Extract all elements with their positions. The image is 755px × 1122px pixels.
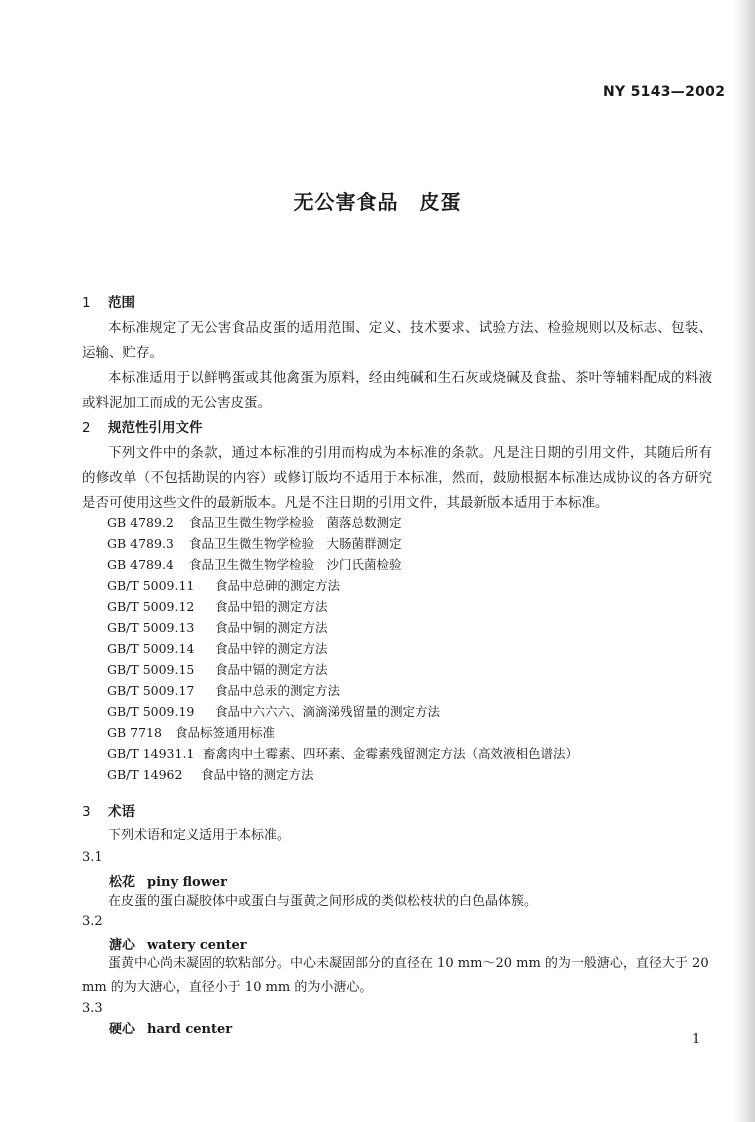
reference-item (107, 765, 314, 783)
reference-name: 食品中镉的测定方法 (215, 662, 328, 677)
reference-name: 食品卫生微生物学检验 沙门氏菌检验 (189, 557, 402, 572)
section-1-heading (82, 291, 135, 311)
reference-code: GB/T 5009.15 (107, 662, 195, 677)
term-title (109, 871, 227, 890)
section-3-intro: 下列术语和定义适用于本标准。 (108, 828, 291, 843)
section-number: 3 (82, 804, 91, 820)
term-en: hard center (147, 1022, 233, 1037)
term-title (109, 1018, 232, 1037)
page-number: 1 (692, 1032, 701, 1047)
section-2-heading (82, 416, 203, 436)
reference-item (107, 513, 402, 531)
reference-name: 食品中铜的测定方法 (215, 620, 328, 635)
term-number: 3.2 (82, 914, 103, 929)
reference-item (107, 744, 578, 762)
reference-name: 食品卫生微生物学检验 大肠菌群测定 (189, 536, 402, 551)
scan-edge-shadow (733, 0, 755, 1122)
reference-item (107, 723, 275, 741)
term-definition: 蛋黄中心尚未凝固的软粘部分。中心未凝固部分的直径在 10 mm～20 mm 的为一般溏心，直径大于 20 mm 的为大溏心，直径小于 10 mm 的为小溏心。 (82, 956, 709, 995)
reference-item (107, 660, 328, 678)
term-definition: 在皮蛋的蛋白凝胶体中或蛋白与蛋黄之间形成的类似松枝状的白色晶体簇。 (108, 894, 538, 909)
reference-code: GB 4789.3 (107, 536, 174, 551)
section-title: 术语 (108, 804, 135, 820)
term-zh: 松花 (109, 875, 136, 890)
reference-item (107, 702, 440, 720)
reference-code: GB 4789.4 (107, 557, 174, 572)
reference-name: 食品中总汞的测定方法 (215, 683, 341, 698)
term-number: 3.3 (82, 1001, 103, 1016)
section-3-heading (82, 800, 135, 820)
reference-code: GB/T 5009.19 (107, 704, 195, 719)
reference-name: 食品中锌的测定方法 (215, 641, 328, 656)
document-title: 无公害食品 皮蛋 (293, 190, 462, 214)
section-title: 规范性引用文件 (108, 420, 203, 436)
reference-name: 食品标签通用标准 (175, 725, 276, 740)
reference-code: GB/T 14931.1 (107, 746, 195, 761)
reference-code: GB/T 14962 (107, 767, 183, 782)
reference-item (107, 618, 328, 636)
term-zh: 硬心 (109, 1022, 136, 1037)
reference-name: 食品卫生微生物学检验 菌落总数测定 (189, 515, 402, 530)
reference-item (107, 639, 328, 657)
reference-item (107, 597, 328, 615)
term-en: watery center (147, 938, 247, 953)
reference-item (107, 555, 402, 573)
reference-item (107, 576, 340, 594)
reference-item (107, 681, 340, 699)
reference-name: 畜禽肉中土霉素、四环素、金霉素残留测定方法（高效液相色谱法） (203, 746, 579, 761)
term-title (109, 934, 247, 953)
reference-code: GB 4789.2 (107, 515, 174, 530)
reference-name: 食品中六六六、滴滴涕残留量的测定方法 (215, 704, 441, 719)
term-zh: 溏心 (109, 938, 136, 953)
section-number: 1 (82, 295, 91, 311)
section-number: 2 (82, 420, 91, 436)
reference-code: GB/T 5009.14 (107, 641, 195, 656)
section-2-paragraph: 下列文件中的条款，通过本标准的引用而构成为本标准的条款。凡是注日期的引用文件，其随后所有的修改单（不包括勘误的内容）或修订版均不适用于本标准，然而，鼓励根据本标准达成协议的各方研究是否可使用这些文件的最新版本。凡是不注日期的引用文件，其最新版本适用于本标准。 (82, 445, 712, 511)
reference-code: GB/T 5009.12 (107, 599, 195, 614)
reference-name: 食品中铬的测定方法 (201, 767, 314, 782)
reference-code: GB/T 5009.11 (107, 578, 195, 593)
term-number: 3.1 (82, 850, 103, 865)
section-1-paragraph-2: 本标准适用于以鲜鸭蛋或其他禽蛋为原料，经由纯碱和生石灰或烧碱及食盐、茶叶等辅料配成的料液或料泥加工而成的无公害皮蛋。 (82, 370, 712, 411)
reference-code: GB/T 5009.13 (107, 620, 195, 635)
reference-item (107, 534, 402, 552)
standard-code: NY 5143—2002 (603, 84, 726, 100)
section-1-paragraph-1: 本标准规定了无公害食品皮蛋的适用范围、定义、技术要求、试验方法、检验规则以及标志、包装、运输、贮存。 (82, 320, 712, 361)
section-title: 范围 (108, 295, 135, 311)
reference-code: GB/T 5009.17 (107, 683, 195, 698)
term-en: piny flower (147, 875, 228, 890)
reference-code: GB 7718 (107, 725, 162, 740)
reference-name: 食品中铅的测定方法 (215, 599, 328, 614)
reference-name: 食品中总砷的测定方法 (215, 578, 341, 593)
